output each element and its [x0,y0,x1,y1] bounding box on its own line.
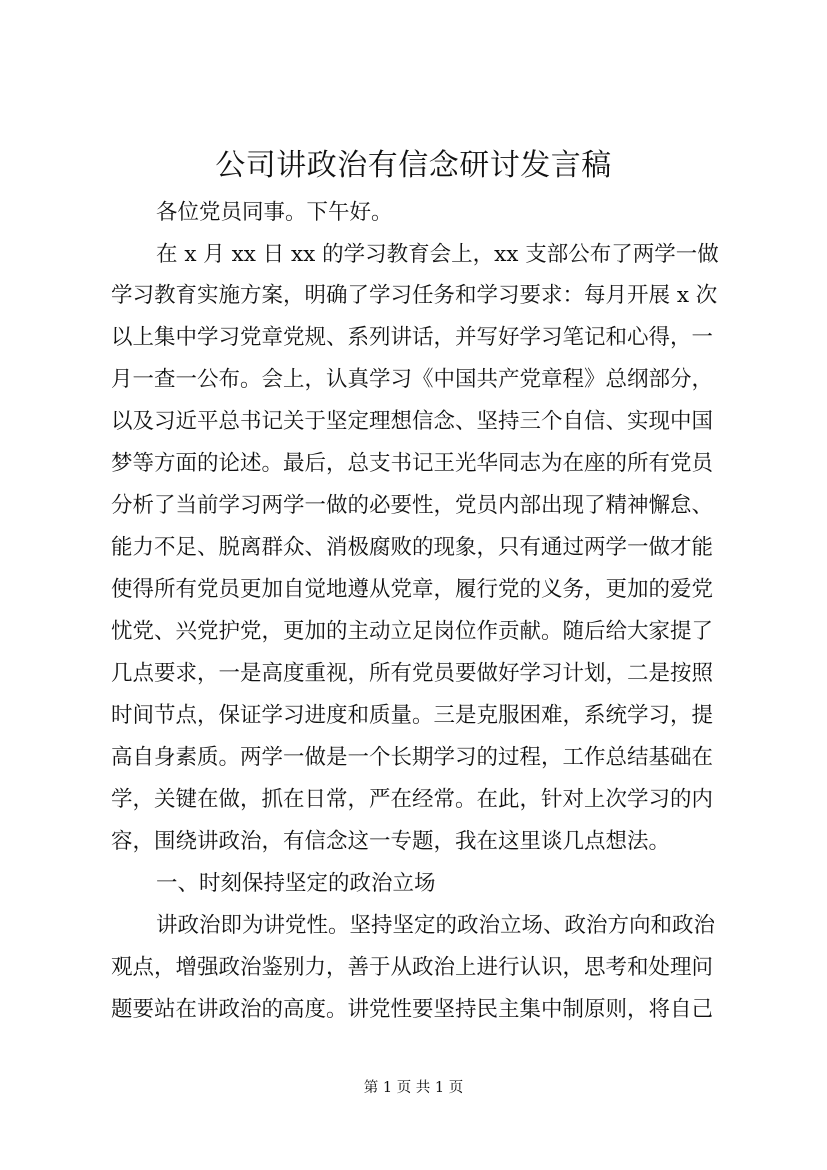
body-line: 忧党、兴党护党，更加的主动立足岗位作贡献。随后给大家提了 [111,619,714,644]
body-line: 学，关键在做，抓在日常，严在经常。在此，针对上次学习的内 [111,787,714,812]
page-number-footer: 第 1 页 共 1 页 [363,1080,464,1096]
body-line: 梦等方面的论述。最后，总支书记王光华同志为在座的所有党员 [111,451,714,476]
body-line: 容，围绕讲政治，有信念这一专题，我在这里谈几点想法。 [111,829,671,854]
section-heading: 一、时刻保持坚定的政治立场 [156,871,436,896]
body-line: 分析了当前学习两学一做的必要性，党员内部出现了精神懈怠、 [111,493,714,518]
body-line: 题要站在讲政治的高度。讲党性要坚持民主集中制原则，将自己 [111,997,714,1022]
body-line: 以上集中学习党章党规、系列讲话，并写好学习笔记和心得，一 [111,325,714,350]
body-line: 学习教育实施方案，明确了学习任务和学习要求：每月开展 x 次 [111,283,718,308]
body-line: 能力不足、脱离群众、消极腐败的现象，只有通过两学一做才能 [111,535,714,560]
document-title: 公司讲政治有信念研讨发言稿 [215,148,612,183]
body-line: 高自身素质。两学一做是一个长期学习的过程，工作总结基础在 [111,745,714,770]
body-line: 以及习近平总书记关于坚定理想信念、坚持三个自信、实现中国 [111,409,714,434]
body-line: 讲政治即为讲党性。坚持坚定的政治立场、政治方向和政治 [156,913,716,938]
body-line: 观点，增强政治鉴别力，善于从政治上进行认识，思考和处理问 [111,955,714,980]
body-line: 使得所有党员更加自觉地遵从党章，履行党的义务，更加的爱党 [111,577,714,602]
body-line: 几点要求，一是高度重视，所有党员要做好学习计划，二是按照 [111,661,714,686]
body-line: 在 x 月 xx 日 xx 的学习教育会上，xx 支部公布了两学一做 [156,242,719,267]
body-line: 时间节点，保证学习进度和质量。三是克服困难，系统学习，提 [111,703,714,728]
body-line: 各位党员同事。下午好。 [156,200,393,225]
body-line: 月一查一公布。会上，认真学习《中国共产党章程》总纲部分， [111,367,714,392]
